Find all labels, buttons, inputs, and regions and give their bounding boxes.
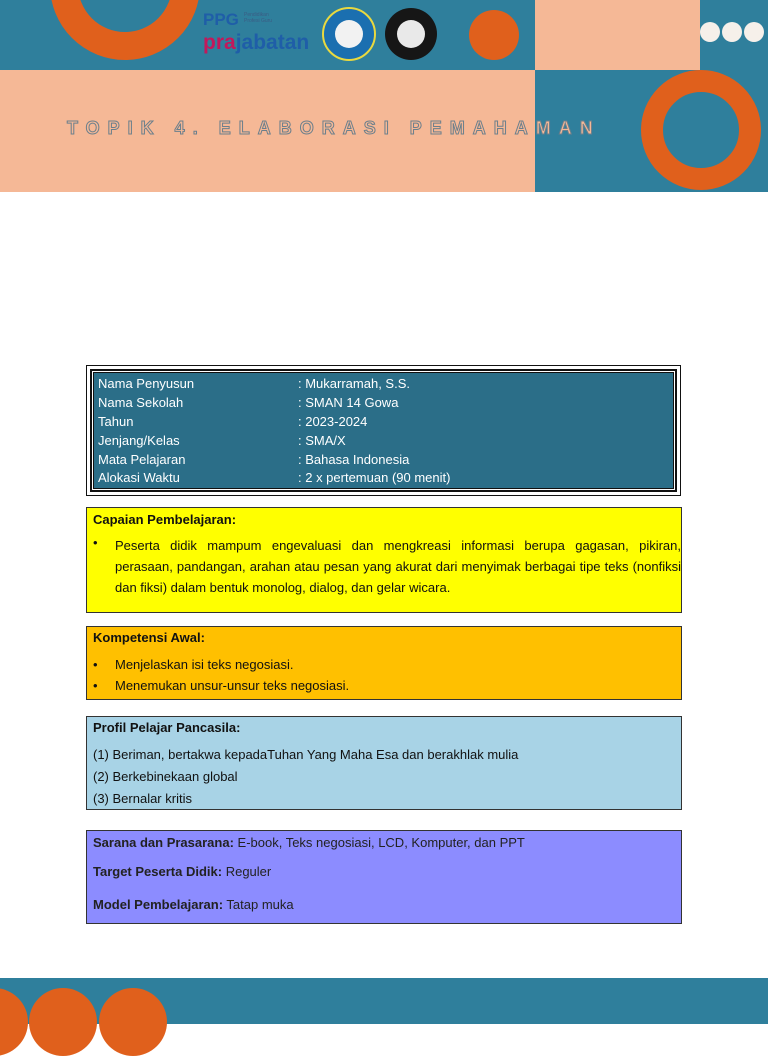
sarana-line bbox=[93, 835, 525, 850]
list-item: (2) Berkebinekaan global bbox=[93, 769, 238, 784]
prajabatan-logo-pra: pra bbox=[203, 31, 236, 54]
prajabatan-logo-jabatan: jabatan bbox=[235, 31, 310, 54]
identity-row bbox=[98, 470, 668, 488]
identity-label: Jenjang/Kelas bbox=[98, 433, 180, 448]
identity-label: Alokasi Waktu bbox=[98, 470, 180, 485]
identity-value: : Bahasa Indonesia bbox=[298, 452, 410, 467]
identity-value: : SMAN 14 Gowa bbox=[298, 395, 399, 410]
bullet-icon: • bbox=[93, 535, 98, 550]
list-item: (1) Beriman, bertakwa kepadaTuhan Yang Maha Esa dan berakhlak mulia bbox=[93, 747, 519, 762]
decorative-ring-right bbox=[641, 70, 761, 190]
profil-pelajar-box bbox=[86, 716, 682, 810]
model-line bbox=[93, 897, 294, 912]
identity-value: : Mukarramah, S.S. bbox=[298, 376, 410, 391]
page-title: TOPIK 4. ELABORASI PEMAHAMAN bbox=[67, 118, 601, 138]
kompetensi-title: Kompetensi Awal: bbox=[93, 630, 205, 645]
kompetensi-awal-box bbox=[86, 626, 682, 700]
list-item-text: Menjelaskan isi teks negosiasi. bbox=[115, 657, 294, 672]
sarana-prasarana-box bbox=[86, 830, 682, 924]
ppg-logo-text: PPG bbox=[203, 10, 239, 29]
list-item: (3) Bernalar kritis bbox=[93, 791, 192, 806]
prajabatan-logo bbox=[203, 31, 309, 55]
identity-value: : 2023-2024 bbox=[298, 414, 368, 429]
bullet-icon: • bbox=[93, 657, 98, 672]
identity-label: Nama Sekolah bbox=[98, 395, 184, 410]
identity-value: : SMA/X bbox=[298, 433, 346, 448]
footer-circle bbox=[99, 988, 167, 1056]
capaian-title: Capaian Pembelajaran: bbox=[93, 512, 237, 527]
decorative-dots bbox=[700, 22, 768, 46]
identity-label: Mata Pelajaran bbox=[98, 452, 186, 467]
profil-title: Profil Pelajar Pancasila: bbox=[93, 720, 241, 735]
header-peach-block bbox=[535, 0, 700, 70]
sarana-label: Sarana dan Prasarana: bbox=[93, 835, 234, 850]
target-line bbox=[93, 864, 271, 879]
identity-row bbox=[98, 414, 668, 432]
identity-value: : 2 x pertemuan (90 menit) bbox=[298, 470, 451, 485]
decorative-dot bbox=[469, 10, 519, 60]
identity-label: Tahun bbox=[98, 414, 134, 429]
model-value: Tatap muka bbox=[223, 897, 294, 912]
list-item-text: Peserta didik mampum engevaluasi dan mengkreasi informasi berupa gagasan, pikiran, perasaan, pandangan, arahan atau pesan yang akurat dari menyimak berbagai tipe teks (nonfiksi dan fiksi) dalam bentuk monolog, dialog, dan gelar wicara. bbox=[115, 538, 681, 595]
identity-label: Nama Penyusun bbox=[98, 376, 195, 391]
identity-row bbox=[98, 395, 668, 413]
model-label: Model Pembelajaran: bbox=[93, 897, 224, 912]
tut-wuri-seal-center bbox=[335, 20, 363, 48]
unm-seal-center bbox=[397, 20, 425, 48]
capaian-pembelajaran-box bbox=[86, 507, 682, 613]
bullet-icon: • bbox=[93, 678, 98, 693]
identity-row bbox=[98, 433, 668, 451]
list-item-text: Menemukan unsur-unsur teks negosiasi. bbox=[115, 678, 350, 693]
sarana-value: E-book, Teks negosiasi, LCD, Komputer, dan PPT bbox=[233, 835, 525, 850]
ppg-logo-subtext: Pendidikan Profesi Guru bbox=[244, 12, 273, 24]
target-value: Reguler bbox=[222, 864, 272, 879]
target-label: Target Peserta Didik: bbox=[93, 864, 223, 879]
footer-circle bbox=[29, 988, 97, 1056]
identity-row bbox=[98, 452, 668, 470]
identity-row bbox=[98, 376, 668, 394]
